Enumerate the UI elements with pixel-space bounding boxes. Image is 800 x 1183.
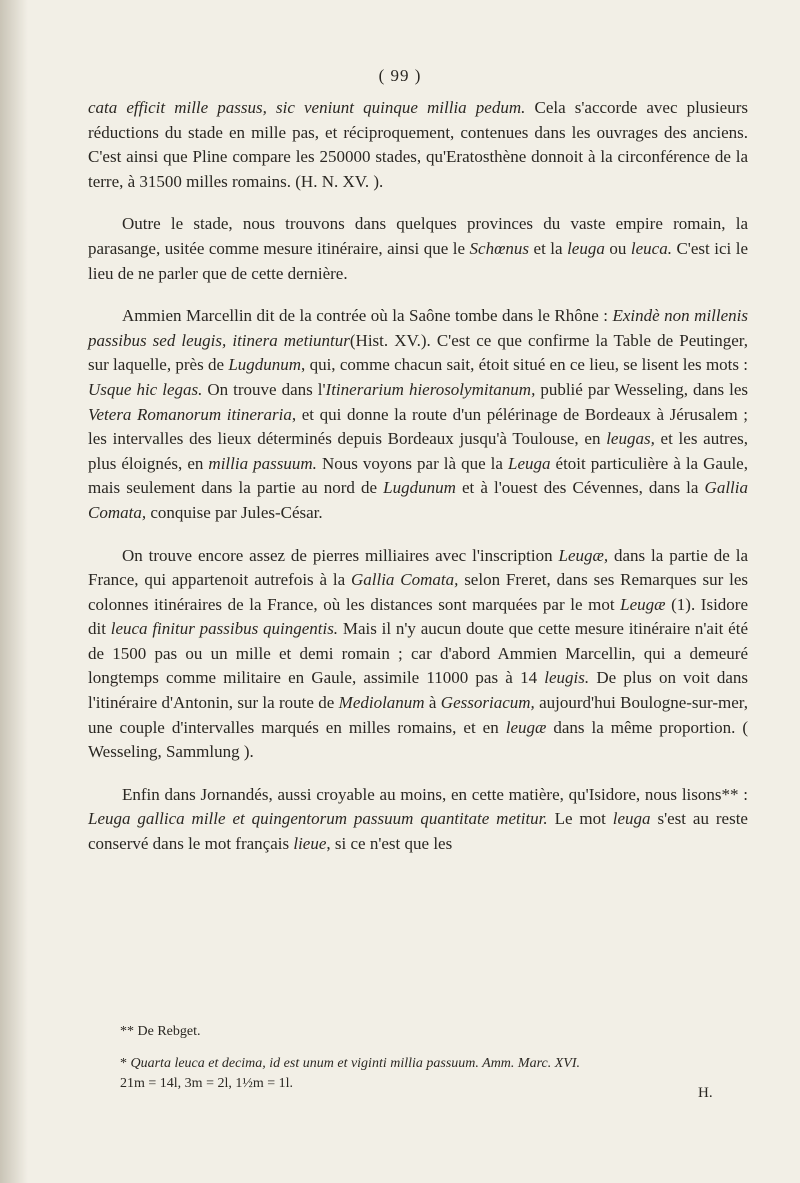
italic-term: Lugdunum [228,355,302,375]
paragraph-3 [88,304,748,525]
latin-quote: Usque hic legas. [88,379,203,399]
page-number: ( 99 ) [378,66,422,85]
italic-term: lieue [293,834,327,854]
text-run: s'est au reste conservé dans le mot français [88,809,748,854]
text-run: On trouve encore assez de pierres milliaires avec l'inscription [122,545,559,565]
italic-term: Leugæ [620,594,666,614]
italic-term: Lugdunum [383,478,456,498]
body-text [88,96,748,875]
italic-term: leugæ [505,717,547,737]
text-run: (Hist. XV.). C'est ce que confirme la Table de Peutinger, sur laquelle, près de [88,330,748,375]
text-run: et les autres, plus éloignés, en [88,429,748,473]
text-run: C'est ici le lieu de ne parler que de cette dernière. [88,238,749,283]
paragraph-4 [88,544,748,765]
page-edge-shadow [0,0,28,1183]
italic-term: Itinerarium hierosolymitanum, [325,379,536,399]
text-run: conquise par Jules-César. [146,502,323,522]
text-run: Enfin dans Jornandés, aussi croyable au moins, en cette matière, qu'Isidore, nous lisons** : [122,784,748,804]
footnote-quote: Quarta leuca et decima, id est unum et viginti millia passuum. Amm. Marc. XVI. [130,1056,580,1071]
italic-term: Leugæ, [558,545,609,565]
text-run: étoit particulière à la Gaule, mais seulement dans la partie au nord de [88,453,748,498]
latin-quote: Leuga gallica mille et quingentorum passuum quantitate metitur. [88,809,548,829]
signature: H. [698,1085,713,1101]
italic-term: Gallia Comata, [88,478,748,522]
text-run: De plus on voit dans l'itinéraire d'Antonin, sur la route de [88,668,748,713]
text-run: , si ce n'est que les [326,834,453,854]
italic-term: leugas, [606,429,655,449]
italic-term: Schœnus [469,238,530,258]
footnote-2 [120,1054,740,1094]
text-run: , qui, comme chacun sait, étoit situé en ce lieu, se lisent les mots : [301,355,749,375]
text-run: Cela s'accorde avec plusieurs réductions du stade en mille pas, et réciproquement, contenues dans les ouvrages des anciens. C'est ainsi que Pline compare les 250000 stades, qu'Eratosthène donnoit à la circonférence de la terre, à 31500 milles romains. (H. N. XV. ). [88,98,749,191]
italic-term: Vetera Romanorum itineraria [88,404,292,424]
text-run: publié par Wesseling, dans les [535,379,748,399]
italic-term: leuga [612,809,651,829]
italic-term: Mediolanum [338,693,425,713]
italic-term: Gallia Comata, [350,570,459,590]
text-run: (1). Isidore dit [88,594,749,639]
italic-term: Gessoriacum, [440,693,535,713]
text-run: dans la même proportion. ( Wesseling, Sammlung ). [88,717,748,762]
text-run: Nous voyons par là que la [316,453,508,473]
paragraph-2 [88,212,748,286]
text-run: et la [529,238,568,258]
footnote-1: ** De Rebget. [120,1024,201,1039]
text-run: Le mot [547,809,613,829]
footnote-equations: 21m = 14l, 3m = 2l, 1½m = 1l. [120,1076,294,1091]
text-run: Mais il n'y aucun doute que cette mesure itinéraire n'ait été de 1500 pas ou un mille et demi romain ; car d'abord Ammien Marcellin, qui a demeuré longtemps comme militaire en Gaule, assimile 11000 pas à 14 [88,619,748,688]
text-run: à [424,693,441,713]
text-run: aujourd'hui Boulogne-sur-mer, une couple d'intervalles marqués en milles romains, et en [88,693,748,737]
footnotes [120,1022,740,1106]
latin-quote: Exindè non millenis passibus sed leugis, itinera metiuntur [88,306,748,350]
italic-term: Leuga [508,453,551,473]
italic-term: leuca. [630,238,672,258]
text-run: On trouve dans l' [202,379,326,399]
latin-quote: cata efficit mille passus, sic veniunt quinque millia pedum. [88,98,526,117]
latin-quote: leuca finitur passibus quingentis. [110,619,339,639]
text-run: et à l'ouest des Cévennes, dans la [455,478,705,498]
paragraph-5 [88,783,748,857]
italic-term: leugis. [544,668,590,688]
paragraph-1 [88,96,748,194]
italic-term: millia passuum. [208,453,317,473]
text-run: selon Freret, dans ses Remarques sur les colonnes itinéraires de la France, où les distances sont marquées par le mot [88,570,748,614]
italic-term: leuga [567,238,605,258]
text-run: Ammien Marcellin dit de la contrée où la Saône tombe dans le Rhône : [122,306,613,326]
footnote-marker: * [120,1056,131,1071]
text-run: ou [604,238,631,258]
text-run: dans la partie de la France, qui appartenoit autrefois à la [88,545,748,590]
text-run: , et qui donne la route d'un pélérinage de Bordeaux à Jérusalem ; les intervalles des lieux déterminés depuis Bordeaux jusqu'à Toulouse, en [88,404,749,449]
text-run: Outre le stade, nous trouvons dans quelques provinces du vaste empire romain, la parasange, usitée comme mesure itinéraire, ainsi que le [88,214,748,258]
